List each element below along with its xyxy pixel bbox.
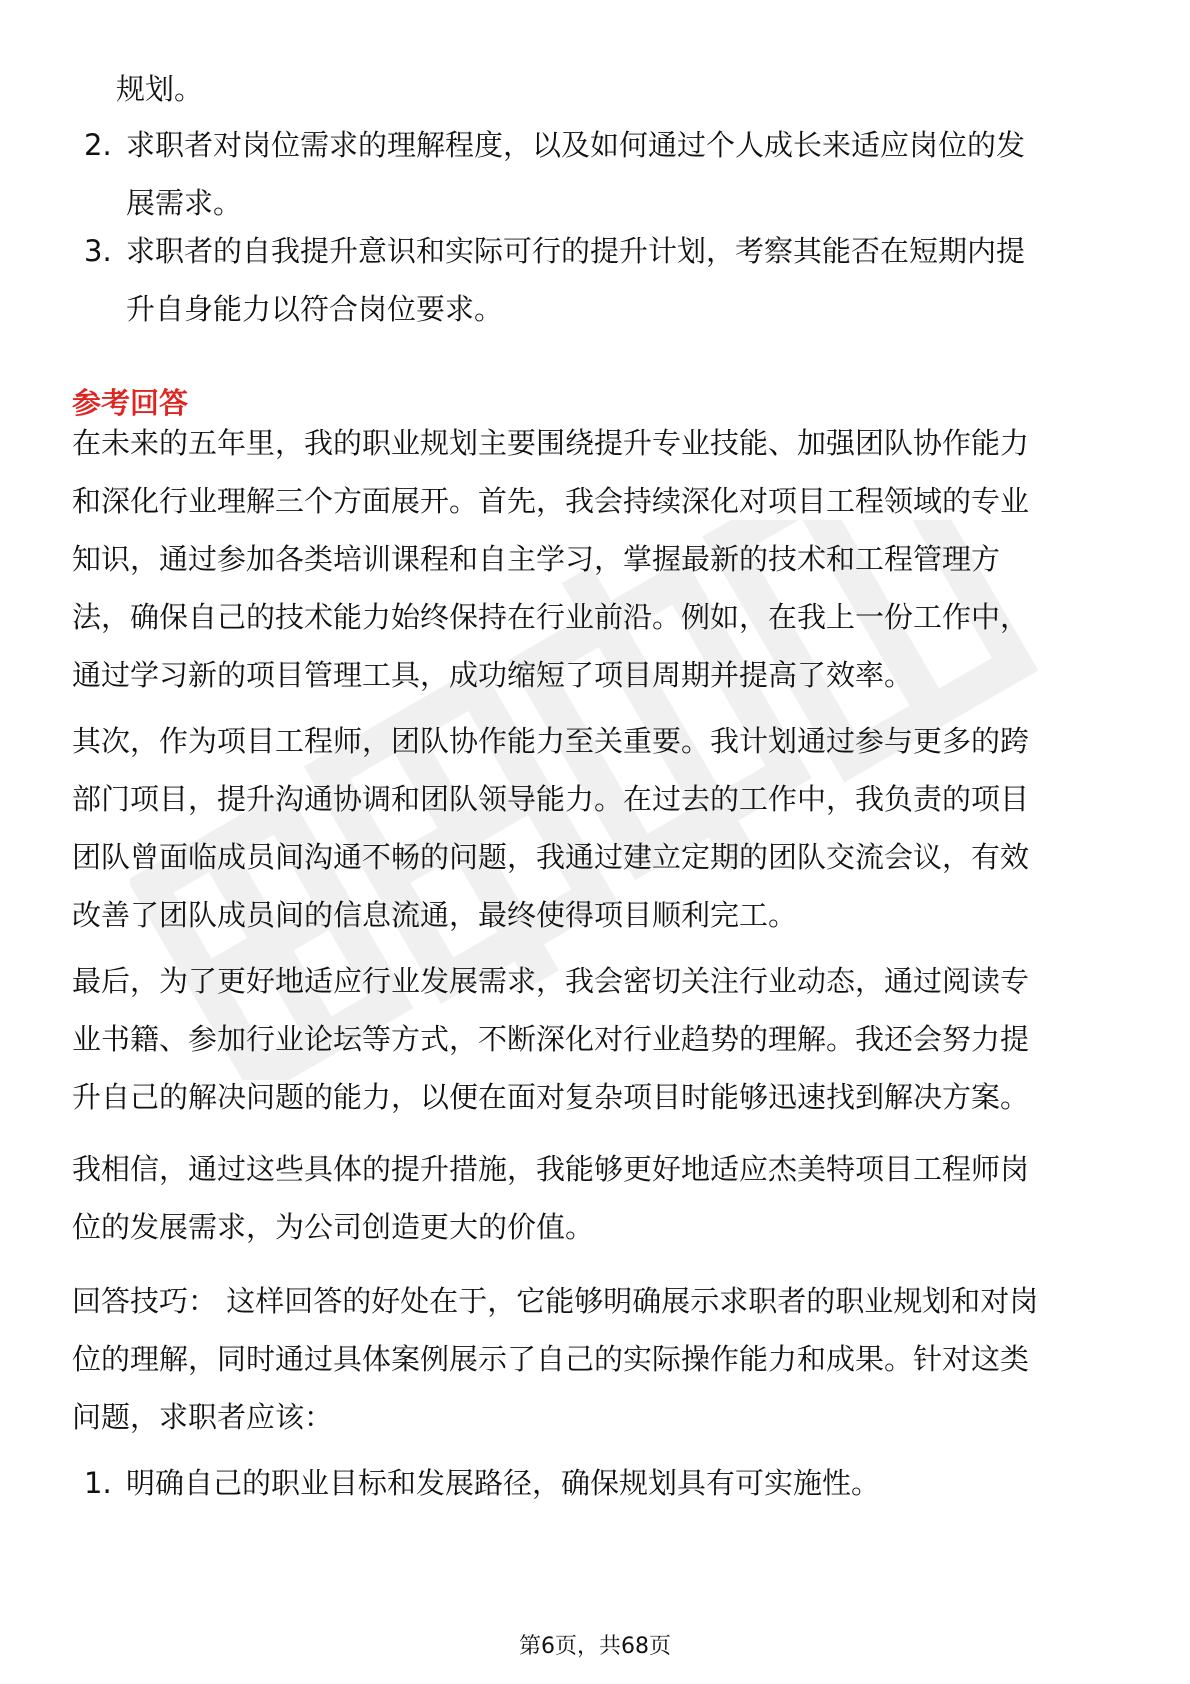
paragraph: 回答技巧： 这样回答的好处在于，它能够明确展示求职者的职业规划和对岗位的理解，同时通过具体案例展示了自己的实际操作能力和成果。针对这类问题，求职者应该： <box>72 1284 1039 1434</box>
list-text: 求职者的自我提升意识和实际可行的提升计划，考察其能否在短期内提升自身能力以符合岗位要求。 <box>126 234 1026 326</box>
paragraph: 在未来的五年里，我的职业规划主要围绕提升专业技能、加强团队协作能力和深化行业理解三个方面展开。首先，我会持续深化对项目工程领域的专业知识，通过参加各类培训课程和自主学习，掌握最新的技术和工程管理方法，确保自己的技术能力始终保持在行业前沿。例如，在我上一份工作中，通过学习新的项目管理工具，成功缩短了项目周期并提高了效率。 <box>72 426 1030 692</box>
list-item <box>84 116 1134 232</box>
list-number: 3. <box>84 234 112 268</box>
paragraph: 其次，作为项目工程师，团队协作能力至关重要。我计划通过参与更多的跨部门项目，提升沟通协调和团队领导能力。在过去的工作中，我负责的项目团队曾面临成员间沟通不畅的问题，我通过建立定期的团队交流会议，有效改善了团队成员间的信息流通，最终使得项目顺利完工。 <box>72 724 1030 932</box>
section-heading: 参考回答 <box>72 386 189 420</box>
paragraph: 最后，为了更好地适应行业发展需求，我会密切关注行业动态，通过阅读专业书籍、参加行业论坛等方式，不断深化对行业趋势的理解。我还会努力提升自己的解决问题的能力，以便在面对复杂项目时能够迅速找到解决方案。 <box>72 964 1030 1114</box>
list-item <box>84 222 1134 338</box>
list-item <box>84 1454 1134 1512</box>
page-footer: 第6页，共68页 <box>519 1634 671 1659</box>
paragraph: 我相信，通过这些具体的提升措施，我能够更好地适应杰美特项目工程师岗位的发展需求，为公司创造更大的价值。 <box>72 1152 1030 1244</box>
continued-text: 规划。 <box>116 72 204 106</box>
list-text: 求职者对岗位需求的理解程度，以及如何通过个人成长来适应岗位的发展需求。 <box>126 128 1026 220</box>
list-text: 明确自己的职业目标和发展路径，确保规划具有可实施性。 <box>126 1466 881 1500</box>
list-number: 2. <box>84 128 112 162</box>
list-number: 1. <box>84 1466 112 1500</box>
